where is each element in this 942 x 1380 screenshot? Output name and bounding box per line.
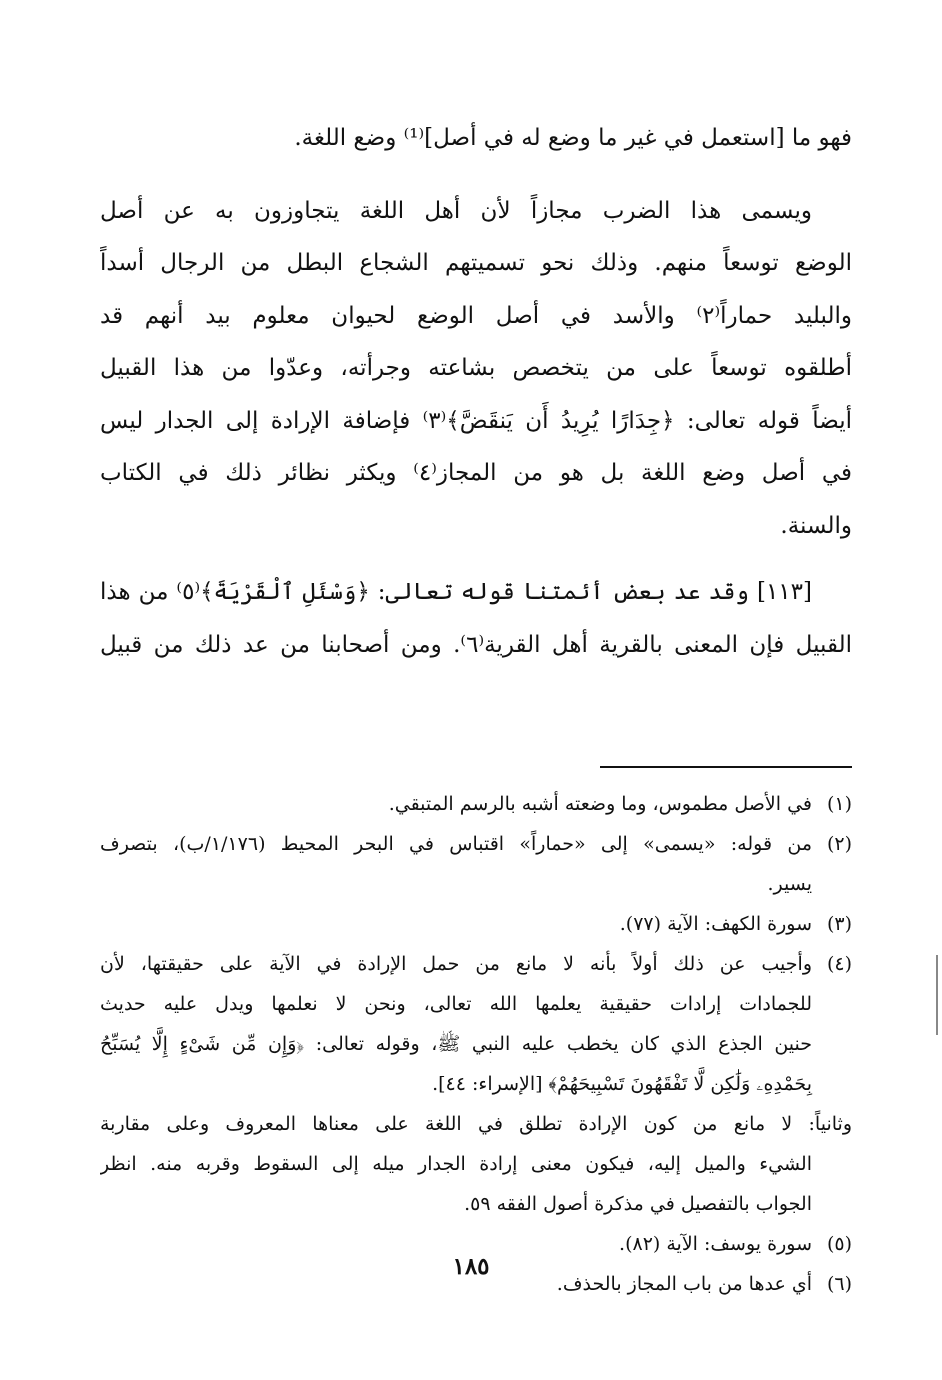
main-text	[100, 112, 852, 671]
footnote-3	[100, 904, 852, 944]
footnote-text: يسير.	[767, 873, 812, 895]
paragraph-2	[100, 185, 852, 553]
text-line: [١١٣] وقد عد بعض أئمتنا قوله تعالى: ﴿وَسْئَلِ ٱلْقَرْيَةَ﴾⁽٥⁾ من هذا	[100, 579, 812, 605]
footnote-2	[100, 824, 852, 904]
page-number: ١٨٥	[452, 1253, 490, 1280]
footnote-1	[100, 784, 852, 824]
footnote-separator	[600, 766, 852, 768]
text-line: القبيل فإن المعنى بالقرية أهل القرية⁽٦⁾. ومن أصحابنا من عد ذلك من قبيل	[100, 631, 852, 658]
paragraph-3	[100, 566, 852, 671]
footnote-text: الجواب بالتفصيل في مذكرة أصول الفقه ٥٩.	[464, 1193, 812, 1215]
footnote-text: في الأصل مطموس، وما وضعته أشبه بالرسم المتبقي.	[388, 793, 812, 815]
footnote-text: للجمادات إرادات حقيقية يعلمها الله تعالى، ونحن لا نعلمها ويدل عليه حديث	[100, 993, 812, 1015]
text-line: أيضاً قوله تعالى: ﴿جِدَارًا يُرِيدُ أَن يَنقَضَّ﴾⁽٣⁾ فإضافة الإرادة إلى الجدار ليس	[100, 407, 852, 434]
footnote-text: سورة يوسف: الآية (٨٢).	[619, 1233, 812, 1255]
text-line: في أصل وضع اللغة بل هو من المجاز⁽٤⁾ ويكثر نظائر ذلك في الكتاب	[100, 460, 852, 486]
footnote-text: سورة الكهف: الآية (٧٧).	[619, 913, 812, 935]
footnote-text: وثانياً: لا مانع من كون الإرادة تطلق في اللغة على معناها المعروف وعلى مقاربة	[100, 1113, 852, 1135]
footnote-4	[100, 944, 852, 1104]
text-line: فهو ما [استعمل في غير ما وضع له في أصل]⁽¹⁾ وضع اللغة.	[294, 125, 852, 151]
scan-edge-mark	[936, 955, 938, 1035]
text-line: أطلقوه توسعاً على من يتخصص بشاعته وجرأته، وعدّوا من هذا القبيل	[100, 355, 852, 381]
footnote-number: (٢)	[826, 833, 852, 855]
footnote-number: (١)	[826, 793, 852, 815]
paragraph-1	[100, 112, 852, 165]
footnote-text: حنين الجذع الذي كان يخطب عليه النبي ﷺ، وقوله تعالى: ﴿وَإِن مِّن شَىْءٍ إِلَّا يُسَبِّحُ	[100, 1033, 812, 1055]
text-line: والبليد حماراً⁽٢⁾ والأسد في أصل الوضع لحيوان معلوم بيد أنهم قد	[100, 302, 852, 329]
footnote-number: (٣)	[826, 913, 852, 935]
footnote-text: وأجيب عن ذلك أولاً بأنه لا مانع من حمل الإرادة في الآية على حقيقتها، لأن	[100, 953, 812, 975]
footnote-text: الشيء والميل إليه، فيكون معنى إرادة الجدار ميله إلى السقوط وقربه منه. انظر	[100, 1153, 812, 1175]
text-line: ويسمى هذا الضرب مجازاً لأن أهل اللغة يتجاوزون به عن أصل	[100, 197, 812, 224]
footnote-number: (٥)	[826, 1233, 852, 1255]
footnote-text: بِحَمْدِهِۦ وَلَٰكِن لَّا تَفْقَهُونَ تَسْبِيحَهُمْ﴾ [الإسراء: ٤٤].	[432, 1073, 812, 1095]
footnote-text: أي عدها من باب المجاز بالحذف.	[556, 1273, 812, 1295]
footnote-number: (٤)	[826, 953, 852, 975]
text-line: والسنة.	[780, 512, 852, 539]
text-line: الوضع توسعاً منهم. وذلك نحو تسميتهم الشجاع البطل من الرجال أسداً	[100, 250, 852, 276]
footnotes	[100, 784, 852, 1304]
footnote-4-continued	[100, 1104, 852, 1224]
footnote-number: (٦)	[826, 1273, 852, 1295]
footnote-text: من قوله: «يسمى» إلى «حماراً» اقتباس في البحر المحيط (١/١٧٦/ب)، بتصرف	[100, 833, 812, 855]
